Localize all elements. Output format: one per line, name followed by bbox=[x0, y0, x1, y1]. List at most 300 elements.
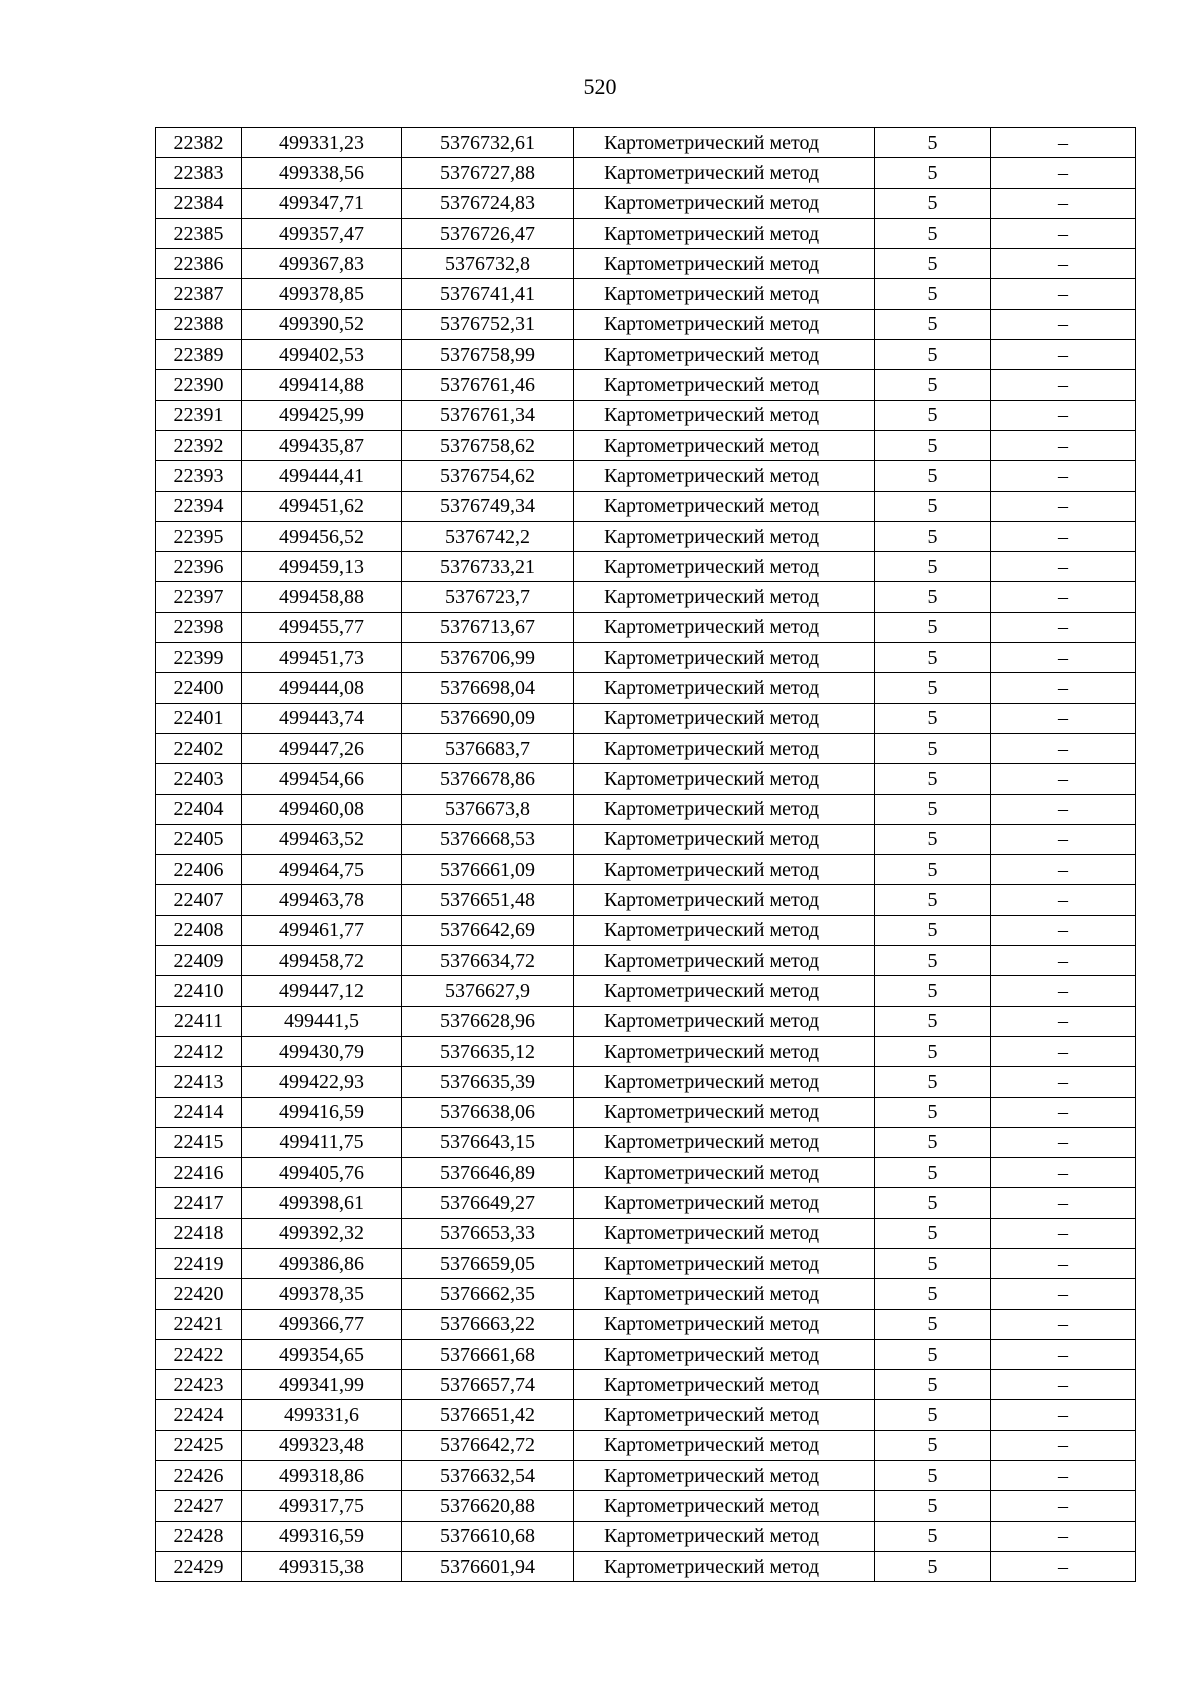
accuracy-cell: 5 bbox=[875, 461, 991, 491]
x-coordinate-cell: 499456,52 bbox=[242, 521, 402, 551]
point-number-cell: 22394 bbox=[156, 491, 242, 521]
description-cell: – bbox=[991, 279, 1136, 309]
table-row bbox=[156, 1188, 1136, 1218]
accuracy-cell: 5 bbox=[875, 1491, 991, 1521]
method-cell: Картометрический метод bbox=[574, 521, 875, 551]
table-row bbox=[156, 491, 1136, 521]
method-cell: Картометрический метод bbox=[574, 1127, 875, 1157]
y-coordinate-cell: 5376732,61 bbox=[402, 128, 574, 158]
x-coordinate-cell: 499347,71 bbox=[242, 188, 402, 218]
x-coordinate-cell: 499458,88 bbox=[242, 582, 402, 612]
description-cell: – bbox=[991, 612, 1136, 642]
y-coordinate-cell: 5376752,31 bbox=[402, 309, 574, 339]
description-cell: – bbox=[991, 1400, 1136, 1430]
description-cell: – bbox=[991, 1430, 1136, 1460]
table-row bbox=[156, 1521, 1136, 1551]
description-cell: – bbox=[991, 794, 1136, 824]
point-number-cell: 22385 bbox=[156, 218, 242, 248]
table-row bbox=[156, 1430, 1136, 1460]
x-coordinate-cell: 499398,61 bbox=[242, 1188, 402, 1218]
accuracy-cell: 5 bbox=[875, 915, 991, 945]
accuracy-cell: 5 bbox=[875, 1400, 991, 1430]
description-cell: – bbox=[991, 1370, 1136, 1400]
description-cell: – bbox=[991, 1006, 1136, 1036]
y-coordinate-cell: 5376661,68 bbox=[402, 1339, 574, 1369]
method-cell: Картометрический метод bbox=[574, 1309, 875, 1339]
description-cell: – bbox=[991, 249, 1136, 279]
y-coordinate-cell: 5376638,06 bbox=[402, 1097, 574, 1127]
method-cell: Картометрический метод bbox=[574, 430, 875, 460]
point-number-cell: 22382 bbox=[156, 128, 242, 158]
method-cell: Картометрический метод bbox=[574, 1339, 875, 1369]
method-cell: Картометрический метод bbox=[574, 733, 875, 763]
point-number-cell: 22408 bbox=[156, 915, 242, 945]
description-cell: – bbox=[991, 703, 1136, 733]
accuracy-cell: 5 bbox=[875, 643, 991, 673]
description-cell: – bbox=[991, 764, 1136, 794]
description-cell: – bbox=[991, 1188, 1136, 1218]
y-coordinate-cell: 5376620,88 bbox=[402, 1491, 574, 1521]
accuracy-cell: 5 bbox=[875, 1097, 991, 1127]
point-number-cell: 22421 bbox=[156, 1309, 242, 1339]
y-coordinate-cell: 5376659,05 bbox=[402, 1248, 574, 1278]
accuracy-cell: 5 bbox=[875, 1521, 991, 1551]
method-cell: Картометрический метод bbox=[574, 794, 875, 824]
method-cell: Картометрический метод bbox=[574, 1188, 875, 1218]
y-coordinate-cell: 5376723,7 bbox=[402, 582, 574, 612]
x-coordinate-cell: 499318,86 bbox=[242, 1461, 402, 1491]
point-number-cell: 22428 bbox=[156, 1521, 242, 1551]
table-row bbox=[156, 703, 1136, 733]
point-number-cell: 22415 bbox=[156, 1127, 242, 1157]
accuracy-cell: 5 bbox=[875, 1158, 991, 1188]
point-number-cell: 22419 bbox=[156, 1248, 242, 1278]
x-coordinate-cell: 499366,77 bbox=[242, 1309, 402, 1339]
x-coordinate-cell: 499402,53 bbox=[242, 340, 402, 370]
x-coordinate-cell: 499451,62 bbox=[242, 491, 402, 521]
y-coordinate-cell: 5376758,99 bbox=[402, 340, 574, 370]
y-coordinate-cell: 5376761,34 bbox=[402, 400, 574, 430]
point-number-cell: 22425 bbox=[156, 1430, 242, 1460]
accuracy-cell: 5 bbox=[875, 279, 991, 309]
y-coordinate-cell: 5376673,8 bbox=[402, 794, 574, 824]
method-cell: Картометрический метод bbox=[574, 370, 875, 400]
method-cell: Картометрический метод bbox=[574, 218, 875, 248]
table-row bbox=[156, 1491, 1136, 1521]
accuracy-cell: 5 bbox=[875, 1339, 991, 1369]
point-number-cell: 22418 bbox=[156, 1218, 242, 1248]
x-coordinate-cell: 499414,88 bbox=[242, 370, 402, 400]
x-coordinate-cell: 499447,26 bbox=[242, 733, 402, 763]
table-row bbox=[156, 279, 1136, 309]
description-cell: – bbox=[991, 309, 1136, 339]
accuracy-cell: 5 bbox=[875, 218, 991, 248]
table-row bbox=[156, 1309, 1136, 1339]
method-cell: Картометрический метод bbox=[574, 582, 875, 612]
description-cell: – bbox=[991, 430, 1136, 460]
description-cell: – bbox=[991, 1218, 1136, 1248]
accuracy-cell: 5 bbox=[875, 1370, 991, 1400]
description-cell: – bbox=[991, 400, 1136, 430]
x-coordinate-cell: 499451,73 bbox=[242, 643, 402, 673]
description-cell: – bbox=[991, 158, 1136, 188]
y-coordinate-cell: 5376668,53 bbox=[402, 824, 574, 854]
x-coordinate-cell: 499378,85 bbox=[242, 279, 402, 309]
method-cell: Картометрический метод bbox=[574, 1551, 875, 1581]
point-number-cell: 22410 bbox=[156, 976, 242, 1006]
method-cell: Картометрический метод bbox=[574, 612, 875, 642]
method-cell: Картометрический метод bbox=[574, 1279, 875, 1309]
point-number-cell: 22412 bbox=[156, 1036, 242, 1066]
accuracy-cell: 5 bbox=[875, 552, 991, 582]
description-cell: – bbox=[991, 582, 1136, 612]
description-cell: – bbox=[991, 1127, 1136, 1157]
x-coordinate-cell: 499444,41 bbox=[242, 461, 402, 491]
description-cell: – bbox=[991, 1067, 1136, 1097]
method-cell: Картометрический метод bbox=[574, 764, 875, 794]
method-cell: Картометрический метод bbox=[574, 946, 875, 976]
method-cell: Картометрический метод bbox=[574, 824, 875, 854]
x-coordinate-cell: 499405,76 bbox=[242, 1158, 402, 1188]
y-coordinate-cell: 5376713,67 bbox=[402, 612, 574, 642]
method-cell: Картометрический метод bbox=[574, 1036, 875, 1066]
accuracy-cell: 5 bbox=[875, 612, 991, 642]
point-number-cell: 22384 bbox=[156, 188, 242, 218]
method-cell: Картометрический метод bbox=[574, 1006, 875, 1036]
y-coordinate-cell: 5376733,21 bbox=[402, 552, 574, 582]
y-coordinate-cell: 5376649,27 bbox=[402, 1188, 574, 1218]
y-coordinate-cell: 5376754,62 bbox=[402, 461, 574, 491]
x-coordinate-cell: 499463,52 bbox=[242, 824, 402, 854]
method-cell: Картометрический метод bbox=[574, 461, 875, 491]
table-row bbox=[156, 794, 1136, 824]
y-coordinate-cell: 5376657,74 bbox=[402, 1370, 574, 1400]
x-coordinate-cell: 499323,48 bbox=[242, 1430, 402, 1460]
table-row bbox=[156, 1097, 1136, 1127]
x-coordinate-cell: 499460,08 bbox=[242, 794, 402, 824]
method-cell: Картометрический метод bbox=[574, 976, 875, 1006]
description-cell: – bbox=[991, 1248, 1136, 1278]
table-row bbox=[156, 764, 1136, 794]
y-coordinate-cell: 5376761,46 bbox=[402, 370, 574, 400]
accuracy-cell: 5 bbox=[875, 885, 991, 915]
table-row bbox=[156, 218, 1136, 248]
y-coordinate-cell: 5376662,35 bbox=[402, 1279, 574, 1309]
point-number-cell: 22420 bbox=[156, 1279, 242, 1309]
description-cell: – bbox=[991, 673, 1136, 703]
accuracy-cell: 5 bbox=[875, 309, 991, 339]
table-row bbox=[156, 128, 1136, 158]
x-coordinate-cell: 499392,32 bbox=[242, 1218, 402, 1248]
point-number-cell: 22404 bbox=[156, 794, 242, 824]
point-number-cell: 22403 bbox=[156, 764, 242, 794]
y-coordinate-cell: 5376653,33 bbox=[402, 1218, 574, 1248]
method-cell: Картометрический метод bbox=[574, 673, 875, 703]
point-number-cell: 22411 bbox=[156, 1006, 242, 1036]
table-row bbox=[156, 1551, 1136, 1581]
x-coordinate-cell: 499464,75 bbox=[242, 855, 402, 885]
description-cell: – bbox=[991, 1491, 1136, 1521]
accuracy-cell: 5 bbox=[875, 1430, 991, 1460]
table-row bbox=[156, 158, 1136, 188]
y-coordinate-cell: 5376706,99 bbox=[402, 643, 574, 673]
page-number: 520 bbox=[583, 74, 617, 99]
description-cell: – bbox=[991, 1036, 1136, 1066]
table-row bbox=[156, 855, 1136, 885]
method-cell: Картометрический метод bbox=[574, 340, 875, 370]
accuracy-cell: 5 bbox=[875, 1127, 991, 1157]
coordinates-table bbox=[155, 127, 1136, 1582]
method-cell: Картометрический метод bbox=[574, 1461, 875, 1491]
accuracy-cell: 5 bbox=[875, 400, 991, 430]
table-row bbox=[156, 188, 1136, 218]
method-cell: Картометрический метод bbox=[574, 643, 875, 673]
description-cell: – bbox=[991, 521, 1136, 551]
description-cell: – bbox=[991, 1339, 1136, 1369]
point-number-cell: 22400 bbox=[156, 673, 242, 703]
method-cell: Картометрический метод bbox=[574, 1370, 875, 1400]
point-number-cell: 22388 bbox=[156, 309, 242, 339]
y-coordinate-cell: 5376758,62 bbox=[402, 430, 574, 460]
table-row bbox=[156, 1370, 1136, 1400]
method-cell: Картометрический метод bbox=[574, 188, 875, 218]
description-cell: – bbox=[991, 643, 1136, 673]
table-row bbox=[156, 1127, 1136, 1157]
point-number-cell: 22396 bbox=[156, 552, 242, 582]
x-coordinate-cell: 499444,08 bbox=[242, 673, 402, 703]
description-cell: – bbox=[991, 552, 1136, 582]
table-row bbox=[156, 1158, 1136, 1188]
y-coordinate-cell: 5376601,94 bbox=[402, 1551, 574, 1581]
table-row bbox=[156, 1248, 1136, 1278]
y-coordinate-cell: 5376651,48 bbox=[402, 885, 574, 915]
description-cell: – bbox=[991, 1309, 1136, 1339]
accuracy-cell: 5 bbox=[875, 1036, 991, 1066]
coordinates-table-body bbox=[156, 128, 1136, 1582]
method-cell: Картометрический метод bbox=[574, 1400, 875, 1430]
accuracy-cell: 5 bbox=[875, 1218, 991, 1248]
y-coordinate-cell: 5376642,69 bbox=[402, 915, 574, 945]
x-coordinate-cell: 499463,78 bbox=[242, 885, 402, 915]
accuracy-cell: 5 bbox=[875, 764, 991, 794]
x-coordinate-cell: 499425,99 bbox=[242, 400, 402, 430]
x-coordinate-cell: 499354,65 bbox=[242, 1339, 402, 1369]
accuracy-cell: 5 bbox=[875, 1461, 991, 1491]
method-cell: Картометрический метод bbox=[574, 279, 875, 309]
accuracy-cell: 5 bbox=[875, 1006, 991, 1036]
table-row bbox=[156, 643, 1136, 673]
method-cell: Картометрический метод bbox=[574, 1491, 875, 1521]
accuracy-cell: 5 bbox=[875, 946, 991, 976]
x-coordinate-cell: 499458,72 bbox=[242, 946, 402, 976]
description-cell: – bbox=[991, 370, 1136, 400]
y-coordinate-cell: 5376726,47 bbox=[402, 218, 574, 248]
description-cell: – bbox=[991, 824, 1136, 854]
x-coordinate-cell: 499357,47 bbox=[242, 218, 402, 248]
point-number-cell: 22398 bbox=[156, 612, 242, 642]
point-number-cell: 22406 bbox=[156, 855, 242, 885]
accuracy-cell: 5 bbox=[875, 158, 991, 188]
x-coordinate-cell: 499459,13 bbox=[242, 552, 402, 582]
y-coordinate-cell: 5376742,2 bbox=[402, 521, 574, 551]
description-cell: – bbox=[991, 218, 1136, 248]
x-coordinate-cell: 499435,87 bbox=[242, 430, 402, 460]
table-row bbox=[156, 976, 1136, 1006]
method-cell: Картометрический метод bbox=[574, 885, 875, 915]
method-cell: Картометрический метод bbox=[574, 158, 875, 188]
point-number-cell: 22391 bbox=[156, 400, 242, 430]
description-cell: – bbox=[991, 733, 1136, 763]
accuracy-cell: 5 bbox=[875, 249, 991, 279]
description-cell: – bbox=[991, 1158, 1136, 1188]
point-number-cell: 22413 bbox=[156, 1067, 242, 1097]
method-cell: Картометрический метод bbox=[574, 1097, 875, 1127]
y-coordinate-cell: 5376698,04 bbox=[402, 673, 574, 703]
table-row bbox=[156, 1218, 1136, 1248]
table-row bbox=[156, 461, 1136, 491]
accuracy-cell: 5 bbox=[875, 976, 991, 1006]
x-coordinate-cell: 499447,12 bbox=[242, 976, 402, 1006]
y-coordinate-cell: 5376678,86 bbox=[402, 764, 574, 794]
table-row bbox=[156, 249, 1136, 279]
method-cell: Картометрический метод bbox=[574, 1248, 875, 1278]
point-number-cell: 22401 bbox=[156, 703, 242, 733]
description-cell: – bbox=[991, 1521, 1136, 1551]
x-coordinate-cell: 499317,75 bbox=[242, 1491, 402, 1521]
x-coordinate-cell: 499455,77 bbox=[242, 612, 402, 642]
table-row bbox=[156, 552, 1136, 582]
method-cell: Картометрический метод bbox=[574, 703, 875, 733]
method-cell: Картометрический метод bbox=[574, 128, 875, 158]
table-row bbox=[156, 1400, 1136, 1430]
accuracy-cell: 5 bbox=[875, 430, 991, 460]
table-row bbox=[156, 1279, 1136, 1309]
point-number-cell: 22424 bbox=[156, 1400, 242, 1430]
x-coordinate-cell: 499378,35 bbox=[242, 1279, 402, 1309]
accuracy-cell: 5 bbox=[875, 1067, 991, 1097]
x-coordinate-cell: 499341,99 bbox=[242, 1370, 402, 1400]
y-coordinate-cell: 5376632,54 bbox=[402, 1461, 574, 1491]
x-coordinate-cell: 499390,52 bbox=[242, 309, 402, 339]
accuracy-cell: 5 bbox=[875, 703, 991, 733]
description-cell: – bbox=[991, 340, 1136, 370]
x-coordinate-cell: 499338,56 bbox=[242, 158, 402, 188]
y-coordinate-cell: 5376628,96 bbox=[402, 1006, 574, 1036]
description-cell: – bbox=[991, 855, 1136, 885]
point-number-cell: 22417 bbox=[156, 1188, 242, 1218]
accuracy-cell: 5 bbox=[875, 1309, 991, 1339]
y-coordinate-cell: 5376727,88 bbox=[402, 158, 574, 188]
table-row bbox=[156, 1036, 1136, 1066]
accuracy-cell: 5 bbox=[875, 733, 991, 763]
point-number-cell: 22407 bbox=[156, 885, 242, 915]
method-cell: Картометрический метод bbox=[574, 1521, 875, 1551]
table-row bbox=[156, 885, 1136, 915]
point-number-cell: 22427 bbox=[156, 1491, 242, 1521]
y-coordinate-cell: 5376724,83 bbox=[402, 188, 574, 218]
y-coordinate-cell: 5376663,22 bbox=[402, 1309, 574, 1339]
table-row bbox=[156, 1461, 1136, 1491]
x-coordinate-cell: 499315,38 bbox=[242, 1551, 402, 1581]
x-coordinate-cell: 499331,23 bbox=[242, 128, 402, 158]
method-cell: Картометрический метод bbox=[574, 855, 875, 885]
point-number-cell: 22402 bbox=[156, 733, 242, 763]
y-coordinate-cell: 5376651,42 bbox=[402, 1400, 574, 1430]
description-cell: – bbox=[991, 188, 1136, 218]
point-number-cell: 22409 bbox=[156, 946, 242, 976]
method-cell: Картометрический метод bbox=[574, 491, 875, 521]
point-number-cell: 22423 bbox=[156, 1370, 242, 1400]
table-row bbox=[156, 612, 1136, 642]
accuracy-cell: 5 bbox=[875, 370, 991, 400]
method-cell: Картометрический метод bbox=[574, 552, 875, 582]
accuracy-cell: 5 bbox=[875, 1248, 991, 1278]
point-number-cell: 22397 bbox=[156, 582, 242, 612]
point-number-cell: 22426 bbox=[156, 1461, 242, 1491]
y-coordinate-cell: 5376661,09 bbox=[402, 855, 574, 885]
accuracy-cell: 5 bbox=[875, 1188, 991, 1218]
table-row bbox=[156, 400, 1136, 430]
y-coordinate-cell: 5376749,34 bbox=[402, 491, 574, 521]
table-row bbox=[156, 1339, 1136, 1369]
method-cell: Картометрический метод bbox=[574, 1158, 875, 1188]
description-cell: – bbox=[991, 976, 1136, 1006]
y-coordinate-cell: 5376610,68 bbox=[402, 1521, 574, 1551]
accuracy-cell: 5 bbox=[875, 340, 991, 370]
table-row bbox=[156, 1067, 1136, 1097]
point-number-cell: 22416 bbox=[156, 1158, 242, 1188]
accuracy-cell: 5 bbox=[875, 855, 991, 885]
x-coordinate-cell: 499430,79 bbox=[242, 1036, 402, 1066]
point-number-cell: 22387 bbox=[156, 279, 242, 309]
table-row bbox=[156, 309, 1136, 339]
point-number-cell: 22390 bbox=[156, 370, 242, 400]
table-row bbox=[156, 370, 1136, 400]
y-coordinate-cell: 5376643,15 bbox=[402, 1127, 574, 1157]
description-cell: – bbox=[991, 1461, 1136, 1491]
y-coordinate-cell: 5376690,09 bbox=[402, 703, 574, 733]
point-number-cell: 22386 bbox=[156, 249, 242, 279]
table-row bbox=[156, 915, 1136, 945]
table-row bbox=[156, 733, 1136, 763]
method-cell: Картометрический метод bbox=[574, 915, 875, 945]
method-cell: Картометрический метод bbox=[574, 1067, 875, 1097]
x-coordinate-cell: 499461,77 bbox=[242, 915, 402, 945]
accuracy-cell: 5 bbox=[875, 794, 991, 824]
description-cell: – bbox=[991, 1279, 1136, 1309]
method-cell: Картометрический метод bbox=[574, 400, 875, 430]
y-coordinate-cell: 5376627,9 bbox=[402, 976, 574, 1006]
x-coordinate-cell: 499367,83 bbox=[242, 249, 402, 279]
description-cell: – bbox=[991, 946, 1136, 976]
point-number-cell: 22389 bbox=[156, 340, 242, 370]
y-coordinate-cell: 5376635,39 bbox=[402, 1067, 574, 1097]
description-cell: – bbox=[991, 128, 1136, 158]
table-row bbox=[156, 824, 1136, 854]
description-cell: – bbox=[991, 915, 1136, 945]
method-cell: Картометрический метод bbox=[574, 249, 875, 279]
method-cell: Картометрический метод bbox=[574, 1430, 875, 1460]
accuracy-cell: 5 bbox=[875, 1551, 991, 1581]
description-cell: – bbox=[991, 1551, 1136, 1581]
x-coordinate-cell: 499441,5 bbox=[242, 1006, 402, 1036]
accuracy-cell: 5 bbox=[875, 673, 991, 703]
point-number-cell: 22399 bbox=[156, 643, 242, 673]
y-coordinate-cell: 5376732,8 bbox=[402, 249, 574, 279]
table-row bbox=[156, 430, 1136, 460]
table-row bbox=[156, 1006, 1136, 1036]
x-coordinate-cell: 499331,6 bbox=[242, 1400, 402, 1430]
